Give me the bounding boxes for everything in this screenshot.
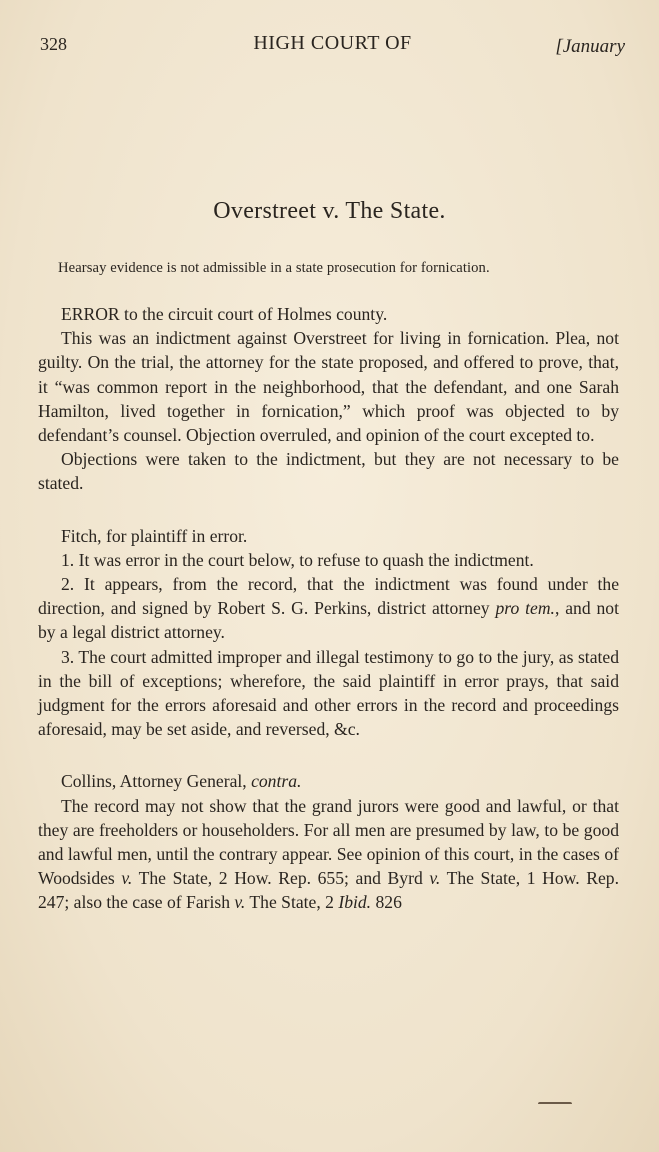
spacer: [38, 496, 619, 524]
point-2-italic: pro tem.: [495, 598, 555, 619]
paragraph-error: ERROR to the circuit court of Holmes county.: [61, 304, 388, 324]
paragraph-point-1: 1. It was error in the court below, to refuse to quash the indictment.: [61, 549, 534, 570]
record-text-d: The State, 2: [245, 892, 339, 913]
paragraph-counsel-state: [38, 769, 619, 793]
paragraph-facts: This was an indictment against Overstreet for living in fornication. Plea, not guilty. On the trial, the attorney for the state proposed, and offered to prove, that, it “was common report in the neighborhood, that the defendant, and one Sarah Hamilton, lived together in fornication,” which proof was objected to by defendant’s counsel. Objection overruled, and opinion of the court excepted to.: [38, 328, 619, 446]
record-text-b: The State, 2 How. Rep. 655; and Byrd: [132, 868, 430, 889]
running-header: [40, 30, 625, 60]
paragraph-point-3: 3. The court admitted improper and illegal testimony to go to the jury, as stated in the bill of exceptions; wherefore, the said plaintiff in error prays, that said judgment for the errors aforesaid and other errors in the record and proceedings aforesaid, may be set aside, and reversed, &c.: [38, 646, 619, 740]
point-2-text-a: 2. It appears, from the record, that the indictment was found under the direction, and signed by Robert S. G. Perkins, district attorney: [38, 574, 619, 619]
catchword-mark: [538, 1102, 572, 1107]
record-ibid: Ibid.: [338, 892, 372, 913]
record-text-c: The State, 1 How. Rep. 247; also the case of Farish: [38, 868, 619, 913]
record-v-1: v.: [121, 868, 133, 889]
opinion-body: [38, 302, 619, 915]
running-title: HIGH COURT OF: [253, 32, 412, 54]
record-text-a: The record may not show that the grand jurors were good and lawful, or that they are freeholders or householders. For all men are presumed by law, to be good and lawful men, until the contrary appear. See opinion of this court, in the cases of Woodsides: [38, 795, 619, 889]
record-v-3: v.: [234, 892, 246, 913]
paragraph-objections: Objections were taken to the indictment, but they are not necessary to be stated.: [38, 449, 619, 494]
record-text-e: 826: [371, 892, 402, 913]
paragraph-record: [38, 794, 619, 915]
spacer: [38, 741, 619, 769]
paragraph-counsel-plaintiff: Fitch, for plaintiff in error.: [61, 525, 248, 546]
page-number: 328: [40, 34, 67, 54]
paragraph-point-2: [38, 572, 619, 645]
collins-text: Collins, Attorney General,: [61, 771, 252, 792]
case-title: Overstreet v. The State.: [213, 198, 446, 224]
point-2-text-b: , and not by a legal district attorney.: [38, 598, 619, 643]
record-v-2: v.: [429, 868, 441, 889]
collins-italic: contra.: [251, 771, 302, 792]
headnote: Hearsay evidence is not admissible in a state prosecution for fornication.: [58, 260, 490, 276]
running-month: [January: [555, 36, 625, 57]
